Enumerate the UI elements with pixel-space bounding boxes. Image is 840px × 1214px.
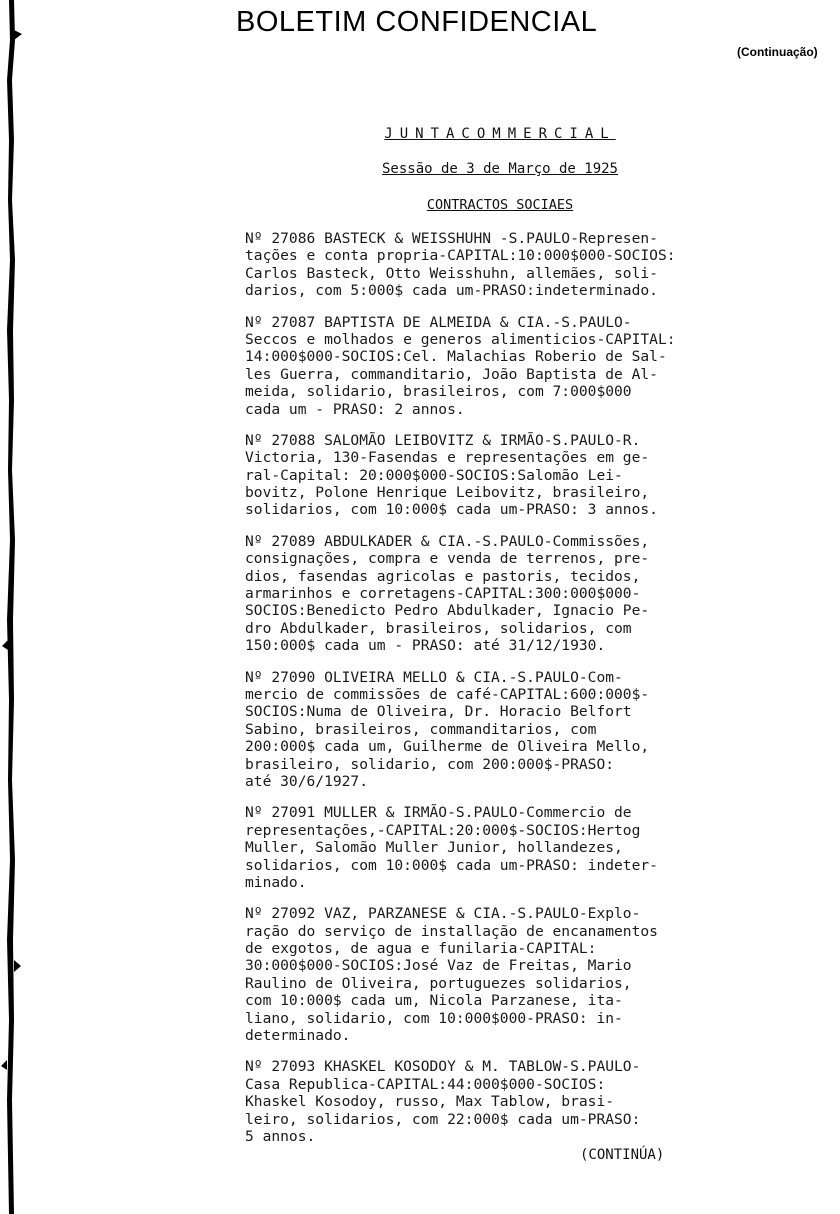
entry-line: Nº 27086 BASTECK & WEISSHUHN -S.PAULO-Represen- (245, 230, 658, 247)
entry-line: SOCIOS:Numa de Oliveira, Dr. Horacio Belfort (245, 703, 632, 721)
contract-entry (245, 905, 840, 1044)
session-date: Sessão de 3 de Março de 1925 (381, 161, 618, 177)
contract-entry (245, 804, 840, 891)
entry-line: cada um - PRASO: 2 annos. (245, 400, 465, 418)
section-heading: JUNTACOMMERCIAL (384, 126, 616, 142)
entry-line: bovitz, Polone Henrique Leibovitz, brasileiro, (245, 484, 650, 502)
entry-line: de exgotos, de agua e funilaria-CAPITAL: (245, 940, 597, 958)
entry-line: 30:000$000-SOCIOS:José Vaz de Freitas, Mario (245, 957, 632, 975)
entry-line: 150:000$ cada um - PRASO: até 31/12/1930. (245, 637, 606, 655)
section-subheading: CONTRACTOS SOCIAES (426, 197, 574, 213)
entry-line: leiro, solidarios, com 22:000$ cada um-PRASO: (245, 1110, 641, 1128)
contract-entry (245, 314, 840, 418)
entry-line: Nº 27092 VAZ, PARZANESE & CIA.-S.PAULO-Explo- (245, 905, 641, 923)
entry-line: armarinhos e corretagens-CAPITAL:300:000$000- (245, 585, 641, 603)
entry-line: Sabino, brasileiros, commanditarios, com (245, 720, 597, 738)
contract-entry (245, 533, 840, 655)
entry-line: Raulino de Oliveira, portuguezes solidarios, (245, 974, 632, 992)
entry-line: solidarios, com 10:000$ cada um-PRASO: 3 annos. (245, 501, 658, 519)
entry-line: consignações, compra e venda de terrenos, pre- (245, 550, 650, 568)
entry-line: mercio de commissões de café-CAPITAL:600:000$- (245, 685, 650, 703)
entry-line: liano, solidario, com 10:000$000-PRASO: in- (245, 1009, 623, 1027)
entry-line: 5 annos. (245, 1127, 316, 1145)
entry-line: até 30/6/1927. (245, 772, 369, 790)
entry-line: Victoria, 130-Fasendas e representações em ge- (245, 449, 650, 467)
entry-line: tações e conta propria-CAPITAL:10:000$000-SOCIOS: (245, 247, 676, 265)
entry-line: Carlos Basteck, Otto Weisshuhn, allemães, soli- (245, 264, 658, 282)
entry-line: Nº 27090 OLIVEIRA MELLO & CIA.-S.PAULO-Com- (245, 668, 623, 686)
continuation-label: (Continuação) (737, 45, 818, 59)
entry-line: solidarios, com 10:000$ cada um-PRASO: indeter- (245, 856, 658, 874)
entry-line: representações,-CAPITAL:20:000$-SOCIOS:Hertog (245, 821, 641, 839)
entry-line: brasileiro, solidario, com 200:000$-PRASO: (245, 755, 615, 773)
entry-line: Nº 27093 KHASKEL KOSODOY & M. TABLOW-S.PAULO- (245, 1058, 641, 1076)
contract-entry (245, 432, 840, 519)
entry-line: meida, solidario, brasileiros, com 7:000$000 (245, 383, 632, 401)
entry-line: dios, fasendas agricolas e pastoris, tecidos, (245, 567, 641, 585)
contract-entry (245, 230, 840, 300)
entry-line: determinado. (245, 1027, 351, 1045)
entry-line: 200:000$ cada um, Guilherme de Oliveira Mello, (245, 738, 650, 756)
entry-line: Nº 27088 SALOMÃO LEIBOVITZ & IRMÃO-S.PAULO-R. (245, 431, 641, 449)
bulletin-title: BOLETIM CONFIDENCIAL (236, 6, 598, 38)
entry-line: Casa Republica-CAPITAL:44:000$000-SOCIOS: (245, 1075, 606, 1093)
entry-line: com 10:000$ cada um, Nicola Parzanese, ita- (245, 992, 623, 1010)
entry-line: ração do serviço de installação de encanamentos (245, 922, 658, 940)
entry-line: minado. (245, 873, 307, 891)
entry-line: Nº 27091 MULLER & IRMÃO-S.PAULO-Commercio de (245, 804, 632, 822)
contract-entry (245, 1058, 840, 1145)
entry-line: les Guerra, commanditario, João Baptista de Al- (245, 365, 658, 383)
entry-line: dro Abdulkader, brasileiros, solidarios, com (245, 619, 632, 637)
continues-marker: (CONTINÚA) (580, 1147, 665, 1163)
entry-line: SOCIOS:Benedicto Pedro Abdulkader, Ignacio Pe- (245, 602, 650, 620)
entry-line: Nº 27089 ABDULKADER & CIA.-S.PAULO-Commissões, (245, 532, 650, 550)
entry-line: Muller, Salomão Muller Junior, hollandezes, (245, 839, 623, 857)
entry-line: ral-Capital: 20:000$000-SOCIOS:Salomão Lei- (245, 466, 623, 484)
entry-line: 14:000$000-SOCIOS:Cel. Malachias Roberio de Sal- (245, 348, 667, 366)
contract-entry (245, 669, 840, 791)
contract-entries (245, 230, 840, 1159)
entry-line: Khaskel Kosodoy, russo, Max Tablow, brasi- (245, 1093, 615, 1111)
entry-line: Seccos e molhados e generos alimenticios-CAPITAL: (245, 330, 676, 348)
entry-line: darios, com 5:000$ cada um-PRASO:indeterminado. (245, 282, 658, 300)
entry-line: Nº 27087 BAPTISTA DE ALMEIDA & CIA.-S.PAULO- (245, 313, 632, 331)
binding-edge-mark (0, 0, 22, 1214)
